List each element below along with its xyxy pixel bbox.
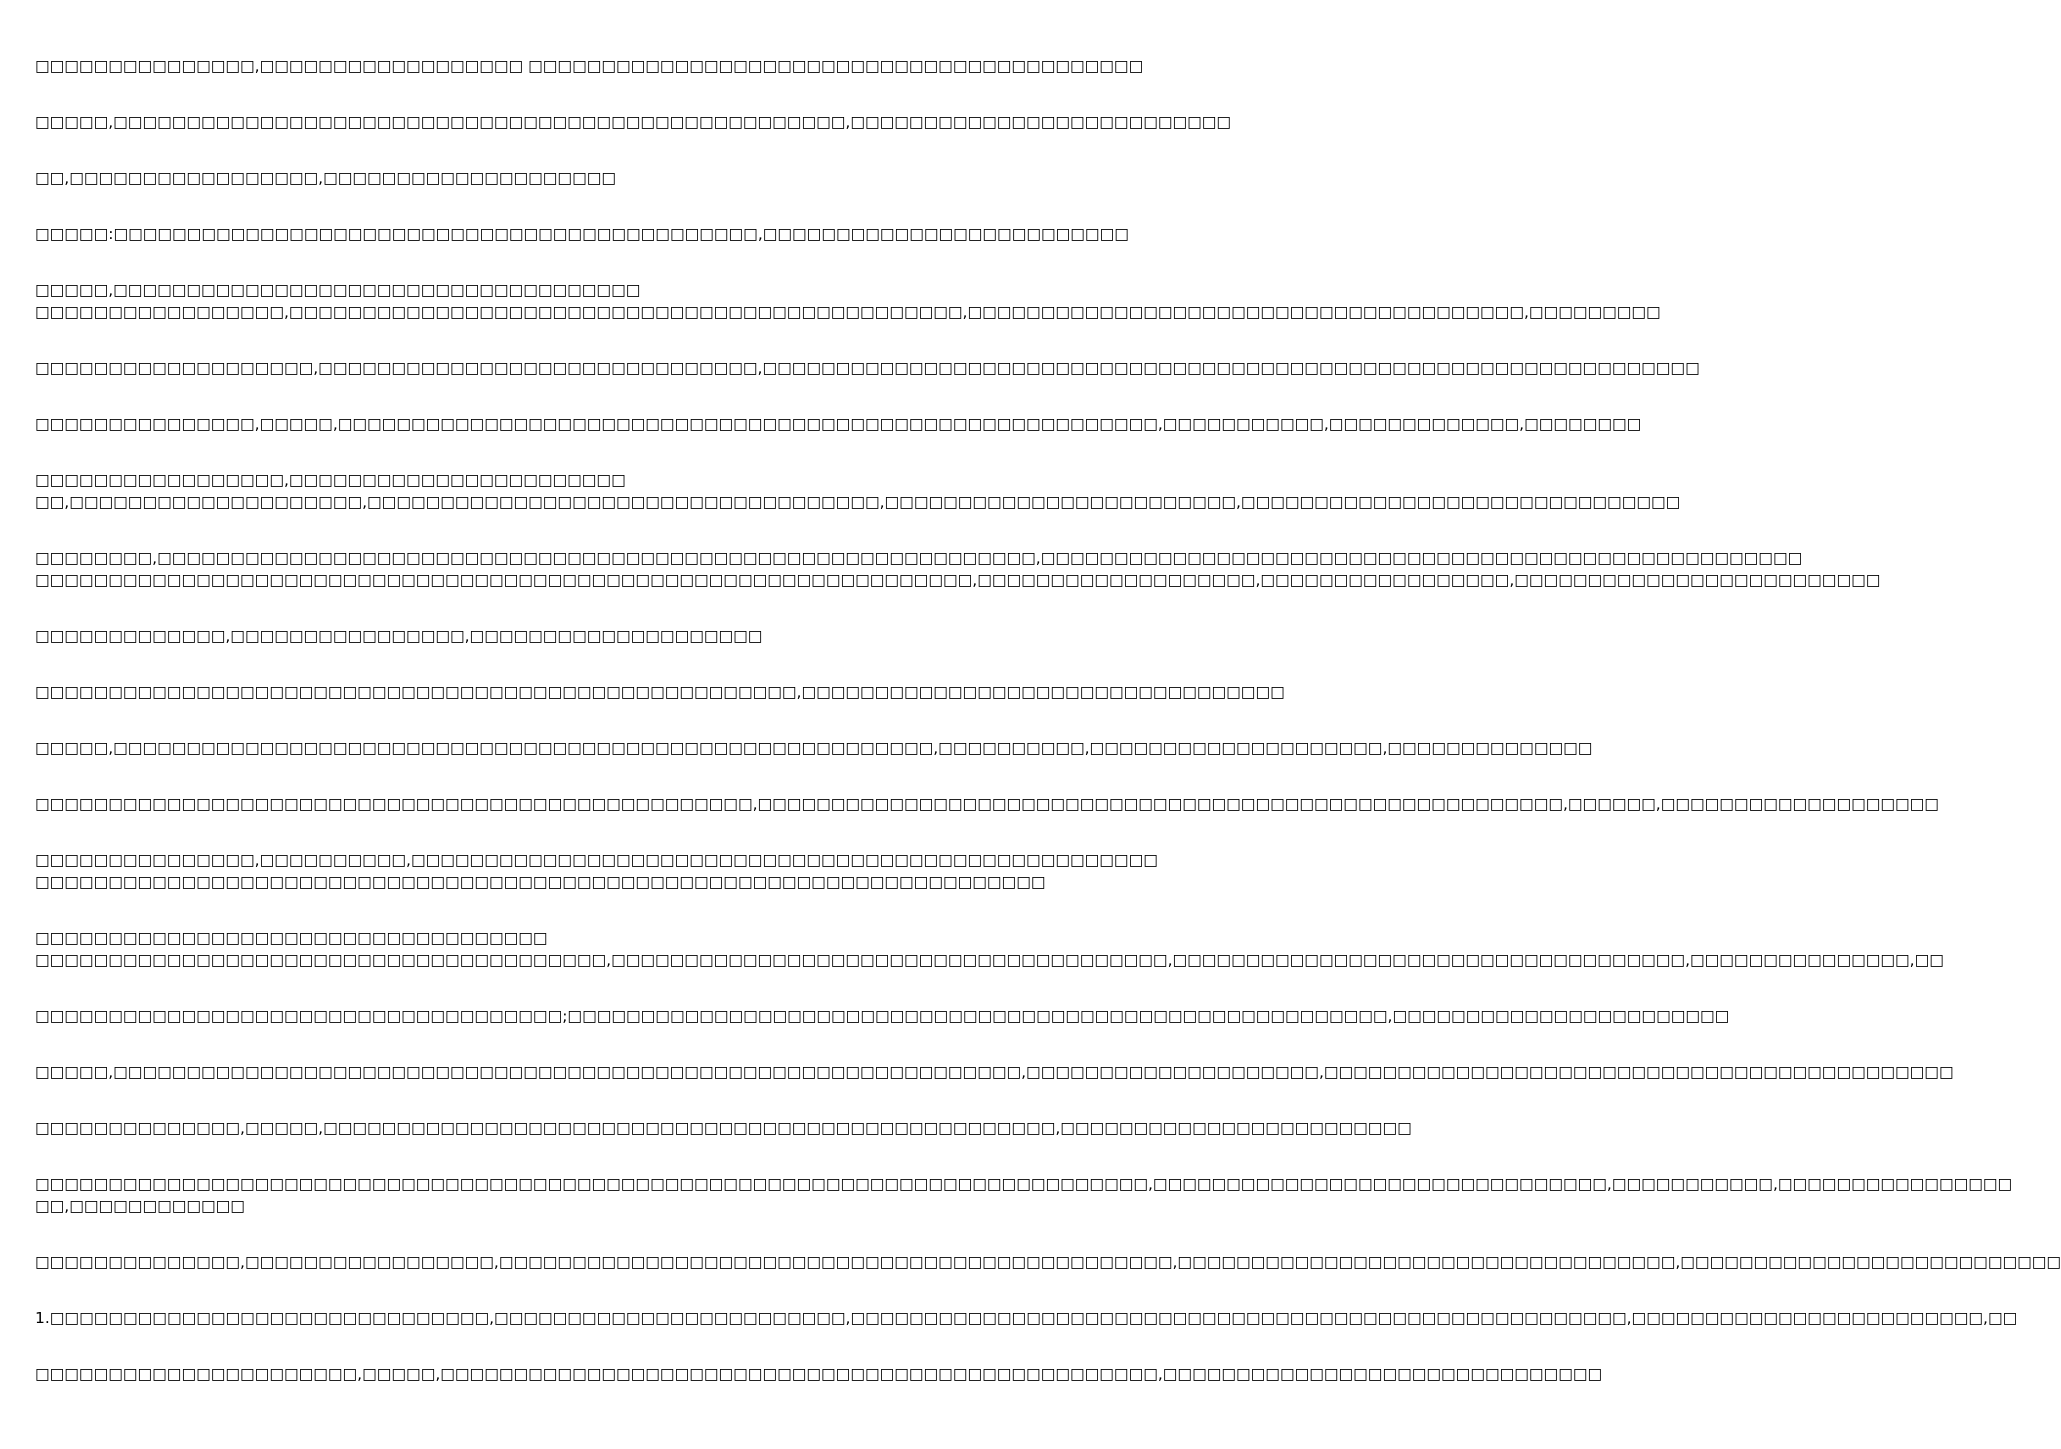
paragraph <box>35 1251 2061 1273</box>
paragraph <box>35 1363 1603 1385</box>
text-line: □□□□□,□□□□□□□□□□□□□□□□□□□□□□□□□□□□□□□□□□□□□□□□□□□□□□□□□□□□□□□□□□□□□□,□□□□□□□□□□□□□□□□□□□□,□□□□□□□□□□□□□□□□□□□□□□□□□□□□□□□□□□□□□□□□□□□ <box>35 1063 1954 1081</box>
paragraph <box>35 55 1144 77</box>
paragraph <box>35 547 1881 591</box>
paragraph <box>35 1005 1730 1027</box>
text-line: □□□□□□□□□□□□□□□□□□□,□□□□□□□□□□□□□□□□□□□□□□□□□□□□□□,□□□□□□□□□□□□□□□□□□□□□□□□□□□□□□□□□□□□□□□□□□□□□□□□□□□□□□□□□□□□□□□□ <box>35 359 1700 377</box>
text-line: □□,□□□□□□□□□□□□□□□□□□□□,□□□□□□□□□□□□□□□□□□□□□□□□□□□□□□□□□□□,□□□□□□□□□□□□□□□□□□□□□□□□,□□□□□□□□□□□□□□□□□□□□□□□□□□□□□□ <box>35 493 1681 511</box>
text-line: □□□□□□□□□□□□□□□□□□□□□□□□□□□□□□□□□□□□□□□,□□□□□□□□□□□□□□□□□□□□□□□□□□□□□□□□□□□□□□,□□□□□□□□□□□□□□□□□□□□□□□□□□□□□□□□□□□,□□□□□□□□□□□□□□□,□□ <box>35 951 1944 969</box>
paragraph <box>35 111 1232 133</box>
text-line: □□□□□□□□□□□□□□,□□□□□□□□□□□□□□□□□,□□□□□□□□□□□□□□□□□□□□□□□□□□□□□□□□□□□□□□□□□□□□□□,□□□□□□□□□□□□□□□□□□□□□□□□□□□□□□□□□□,□□□□□□□□□□□□□□□□□□□□□□□□□□ <box>35 1253 2061 1271</box>
paragraph <box>35 469 1681 513</box>
text-line: □□□□□□□□□□□□□□□□□,□□□□□□□□□□□□□□□□□□□□□□□□□□□□□□□□□□□□□□□□□□□□□□,□□□□□□□□□□□□□□□□□□□□□□□□□□□□□□□□□□□□□□,□□□□□□□□□ <box>35 303 1661 321</box>
text-line: □□□□□□□□,□□□□□□□□□□□□□□□□□□□□□□□□□□□□□□□□□□□□□□□□□□□□□□□□□□□□□□□□□□□□,□□□□□□□□□□□□□□□□□□□□□□□□□□□□□□□□□□□□□□□□□□□□□□□□□□□□ <box>35 549 1803 567</box>
text-line: □□,□□□□□□□□□□□□ <box>35 1197 245 1215</box>
paragraph <box>35 737 1593 759</box>
text-line: □□□□□□□□□□□□□,□□□□□□□□□□□□□□□□,□□□□□□□□□□□□□□□□□□□□ <box>35 627 763 645</box>
text-line: □□□□□,□□□□□□□□□□□□□□□□□□□□□□□□□□□□□□□□□□□□□□□□□□□□□□□□□□,□□□□□□□□□□□□□□□□□□□□□□□□□□ <box>35 113 1232 131</box>
paragraph <box>35 167 990 189</box>
text-line: □□□□□□□□□□□□□□□,□□□□□,□□□□□□□□□□□□□□□□□□□□□□□□□□□□□□□□□□□□□□□□□□□□□□□□□□□□□□□□,□□□□□□□□□□□,□□□□□□□□□□□□□,□□□□□□□□ <box>35 415 1642 433</box>
paragraph <box>35 793 1939 815</box>
paragraph <box>35 1117 1412 1139</box>
text-line: 1.□□□□□□□□□□□□□□□□□□□□□□□□□□□□□□,□□□□□□□□□□□□□□□□□□□□□□□□,□□□□□□□□□□□□□□□□□□□□□□□□□□□□□□□□□□□□□□□□□□□□□□□□□□□□□,□□□□□□□□□□□□□□□□□□□□□□□□,□□ <box>35 1309 2018 1327</box>
paragraph <box>35 625 990 647</box>
text-line: □□□□□□□□□□□□□□□,□□□□□□□□□□□□□□□□□□ □□□□□□□□□□□□□□□□□□□□□□□□□□□□□□□□□□□□□□□□□□ <box>35 57 1144 75</box>
paragraph <box>35 1173 2013 1217</box>
text-line: □□□□□□□□□□□□□□□□□□□□□□□□□□□□□□□□□□□□□□□□□□□□□□□□□□□□□□□□□□□□□□□□,□□□□□□□□□□□□□□□□□□□,□□□□□□□□□□□□□□□□□,□□□□□□□□□□□□□□□□□□□□□□□□□ <box>35 571 1881 589</box>
paragraph <box>35 279 1661 323</box>
text-line: □□□□□□□□□□□□□□□,□□□□□□□□□□,□□□□□□□□□□□□□□□□□□□□□□□□□□□□□□□□□□□□□□□□□□□□□□□□□□□ <box>35 851 1158 869</box>
text-line: □□□□□□□□□□□□□□□□□□□□□□□□□□□□□□□□□□□□□□□□□□□□□□□□□,□□□□□□□□□□□□□□□□□□□□□□□□□□□□□□□□□□□□□□□□□□□□□□□□□□□□□□□,□□□□□□,□□□□□□□□□□□□□□□□□□□ <box>35 795 1939 813</box>
paragraph <box>35 927 1944 971</box>
text-line: □□□□□□□□□□□□□□□□□□□□□□,□□□□□,□□□□□□□□□□□□□□□□□□□□□□□□□□□□□□□□□□□□□□□□□□□□□□□□□,□□□□□□□□□□□□□□□□□□□□□□□□□□□□□□ <box>35 1365 1603 1383</box>
text-line: □□□□□:□□□□□□□□□□□□□□□□□□□□□□□□□□□□□□□□□□□□□□□□□□□□,□□□□□□□□□□□□□□□□□□□□□□□□□ <box>35 225 1129 243</box>
text-line: □□□□□□□□□□□□□□□□□□□□□□□□□□□□□□□□□□□□;□□□□□□□□□□□□□□□□□□□□□□□□□□□□□□□□□□□□□□□□□□□□□□□□□□□□□□□□,□□□□□□□□□□□□□□□□□□□□□□□ <box>35 1007 1730 1025</box>
paragraph <box>35 1061 1954 1083</box>
text-line: □□□□□,□□□□□□□□□□□□□□□□□□□□□□□□□□□□□□□□□□□□□□□□□□□□□□□□□□□□□□□□,□□□□□□□□□□,□□□□□□□□□□□□□□□□□□□□,□□□□□□□□□□□□□□ <box>35 739 1593 757</box>
paragraph <box>35 681 1285 703</box>
paragraph <box>35 849 1158 893</box>
paragraph <box>35 413 1642 435</box>
text-line: □□□□□□□□□□□□□□□□□,□□□□□□□□□□□□□□□□□□□□□□□ <box>35 471 626 489</box>
text-line: □□□□□□□□□□□□□□□□□□□□□□□□□□□□□□□□□□□□□□□□□□□□□□□□□□□□,□□□□□□□□□□□□□□□□□□□□□□□□□□□□□□□□□ <box>35 683 1285 701</box>
text-line: □□□□□□□□□□□□□□□□□□□□□□□□□□□□□□□□□□□ <box>35 929 548 947</box>
text-line: □□□□□□□□□□□□□□,□□□□□,□□□□□□□□□□□□□□□□□□□□□□□□□□□□□□□□□□□□□□□□□□□□□□□□□□,□□□□□□□□□□□□□□□□□□□□□□□□ <box>35 1119 1412 1137</box>
text-line: □□,□□□□□□□□□□□□□□□□□,□□□□□□□□□□□□□□□□□□□□ <box>35 169 617 187</box>
paragraph <box>35 1307 2018 1329</box>
text-line: □□□□□,□□□□□□□□□□□□□□□□□□□□□□□□□□□□□□□□□□□□ <box>35 281 641 299</box>
text-line: □□□□□□□□□□□□□□□□□□□□□□□□□□□□□□□□□□□□□□□□□□□□□□□□□□□□□□□□□□□□□□□□□□□□□□□□□□□□,□□□□□□□□□□□□□□□□□□□□□□□□□□□□□□□,□□□□□□□□□□□,□□□□□□□□□□□□□□□□ <box>35 1175 2013 1193</box>
document-body <box>35 55 2061 1419</box>
text-line: □□□□□□□□□□□□□□□□□□□□□□□□□□□□□□□□□□□□□□□□□□□□□□□□□□□□□□□□□□□□□□□□□□□□□ <box>35 873 1046 891</box>
paragraph <box>35 223 1129 245</box>
paragraph <box>35 357 1700 379</box>
